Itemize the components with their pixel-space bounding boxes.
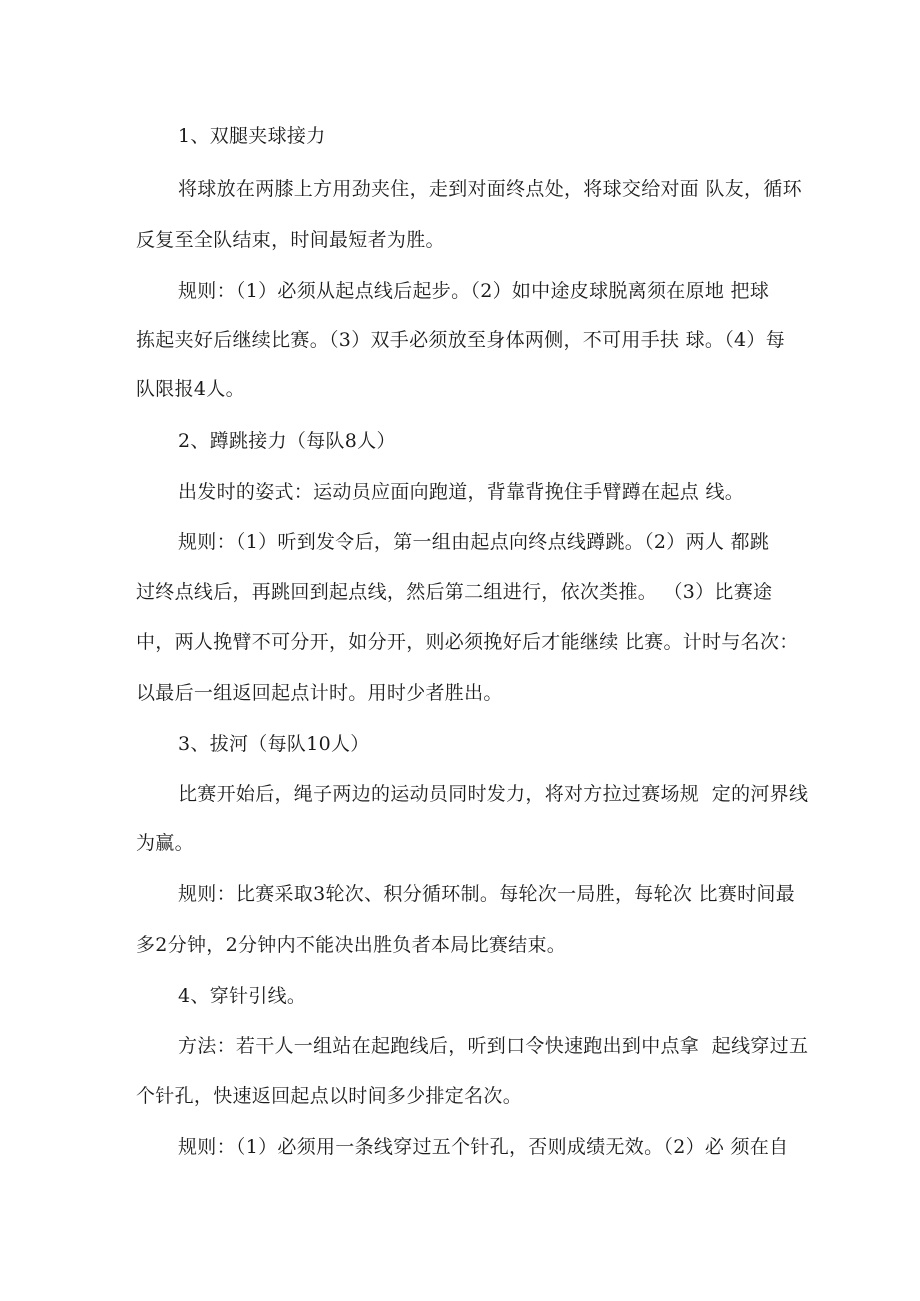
heading-thread-needle: 4、穿针引线。 (178, 985, 307, 1007)
paragraph-line: 比赛开始后，绳子两边的运动员同时发力，将对方拉过赛场规 定的河界线 (178, 783, 809, 805)
paragraph-line: 为赢。 (136, 832, 194, 854)
paragraph-line: 规则：（1）听到发令后，第一组由起点向终点线蹲跳。（2）两人 都跳 (178, 531, 770, 553)
heading-tug-of-war: 3、拔河（每队10人） (178, 733, 370, 755)
paragraph-line: 中，两人挽臂不可分开，如分开，则必须挽好后才能继续 比赛。计时与名次： (136, 631, 799, 653)
paragraph-line: 个针孔，快速返回起点以时间多少排定名次。 (136, 1085, 523, 1107)
paragraph-line: 多2分钟，2分钟内不能决出胜负者本局比赛结束。 (136, 934, 567, 956)
paragraph-line: 规则：比赛采取3轮次、积分循环制。每轮次一局胜，每轮次 比赛时间最 (178, 883, 796, 905)
paragraph-line: 方法：若干人一组站在起跑线后，听到口令快速跑出到中点拿 起线穿过五 (178, 1035, 809, 1057)
paragraph-line: 以最后一组返回起点计时。用时少者胜出。 (136, 682, 503, 704)
paragraph-line: 队限报4人。 (136, 378, 245, 400)
heading-squat-jump: 2、蹲跳接力（每队8人） (178, 430, 396, 452)
paragraph-line: 规则：（1）必须用一条线穿过五个针孔，否则成绩无效。（2）必 须在自 (178, 1136, 789, 1158)
paragraph-line: 过终点线后，再跳回到起点线，然后第二组进行，依次类推。 （3）比赛途 (136, 581, 773, 603)
paragraph-line: 出发时的姿式：运动员应面向跑道，背靠背挽住手臂蹲在起点 线。 (178, 481, 745, 503)
paragraph-line: 规则：（1）必须从起点线后起步。（2）如中途皮球脱离须在原地 把球 (178, 280, 770, 302)
paragraph-line: 反复至全队结束，时间最短者为胜。 (136, 229, 445, 251)
paragraph-line: 将球放在两膝上方用劲夹住，走到对面终点处，将球交给对面 队友，循环 (178, 178, 802, 200)
heading-relay-ball: 1、双腿夹球接力 (178, 125, 326, 147)
paragraph-line: 拣起夹好后继续比赛。（3）双手必须放至身体两侧，不可用手扶 球。（4）每 (136, 329, 786, 351)
